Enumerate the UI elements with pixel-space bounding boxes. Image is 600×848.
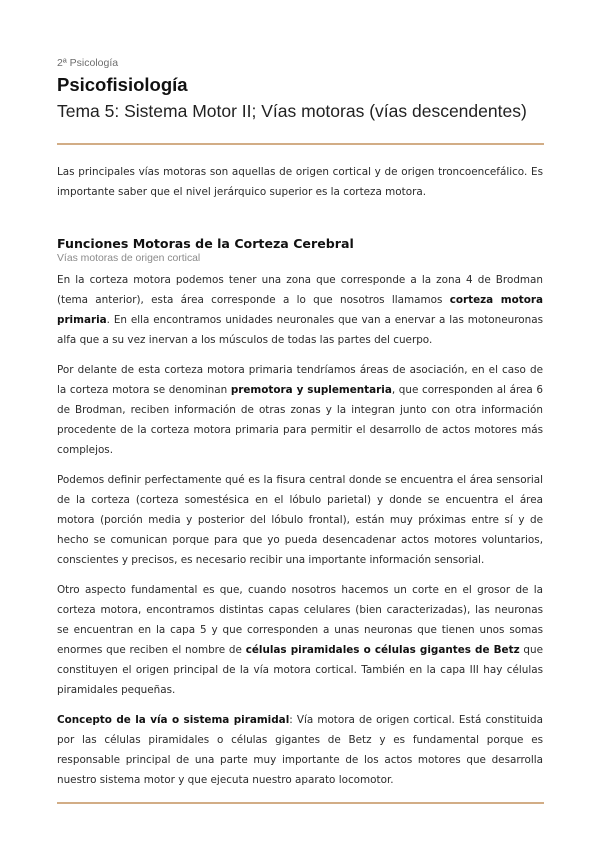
bold-term: corteza motora primaria xyxy=(57,294,543,326)
paragraph-primary-motor-cortex xyxy=(57,270,543,350)
paragraph-premotor-areas xyxy=(57,360,543,460)
section-subheading: Vías motoras de origen cortical xyxy=(57,253,201,264)
text-run: . En ella encontramos unidades neuronales que van a enervar a las motoneuronas alfa que a su vez inervan a los músculos de todas las partes del cuerpo. xyxy=(57,314,543,346)
paragraph-pyramidal-system xyxy=(57,710,543,790)
bottom-divider xyxy=(57,802,544,804)
text-run: Por delante de esta corteza motora primaria tendríamos áreas de asociación, en el caso de la corteza motora se denominan xyxy=(57,364,543,396)
topic-title: Tema 5: Sistema Motor II; Vías motoras (vías descendentes) xyxy=(57,101,527,121)
bold-term: células piramidales o células gigantes de Betz xyxy=(245,644,520,656)
paragraph-central-fissure: Podemos definir perfectamente qué es la fisura central donde se encuentra el área sensorial de la corteza (corteza somestésica en el lóbulo parietal) y donde se encuentra el área motora (porción media y posterior del lóbulo frontal), están muy próximas entre sí y de hecho se comunican porque para que yo pueda desencadenar actos motores voluntarios, conscientes y precisos, es necesario recibir una importante información sensorial. xyxy=(57,474,543,566)
intro-paragraph: Las principales vías motoras son aquellas de origen cortical y de origen troncoencefálico. Es importante saber que el nivel jerárquico superior es la corteza motora. xyxy=(57,166,543,198)
text-run: Otro aspecto fundamental es que, cuando nosotros hacemos un corte en el grosor de la corteza motora, encontramos distintas capas celulares (bien caracterizadas), las neuronas se encuentran en la capa 5 y que corresponden a unas neuronas que tienen unos somas enormes que reciben el nombre de xyxy=(57,584,543,656)
document-body xyxy=(57,162,543,790)
section-heading: Funciones Motoras de la Corteza Cerebral xyxy=(57,236,354,251)
top-divider xyxy=(57,143,544,145)
text-run: que constituyen el origen principal de la vía motora cortical. También en la capa III hay células piramidales pequeñas. xyxy=(57,644,543,696)
course-label: 2ª Psicología xyxy=(57,57,119,69)
bold-term: Concepto de la vía o sistema piramidal xyxy=(57,714,290,726)
document-header xyxy=(57,56,547,123)
text-run: : Vía motora de origen cortical. Está constituida por las células piramidales o células gigantes de Betz y es fundamental porque es responsable principal de una parte muy importante de los actos motores que desarrolla nuestro sistema motor y que ejecuta nuestro aparato locomotor. xyxy=(57,714,543,786)
paragraph-betz-cells xyxy=(57,580,543,700)
bold-term: premotora y suplementaria xyxy=(230,384,392,396)
text-run: , que corresponden al área 6 de Brodman, reciben información de otras zonas y la integran junto con otra información procedente de la corteza motora primaria para permitir el desarrollo de actos motores más complejos. xyxy=(57,384,544,456)
text-run: En la corteza motora podemos tener una zona que corresponde a la zona 4 de Brodman (tema anterior), esta área corresponde a lo que nosotros llamamos xyxy=(57,274,543,306)
subject-title: Psicofisiología xyxy=(57,74,188,95)
